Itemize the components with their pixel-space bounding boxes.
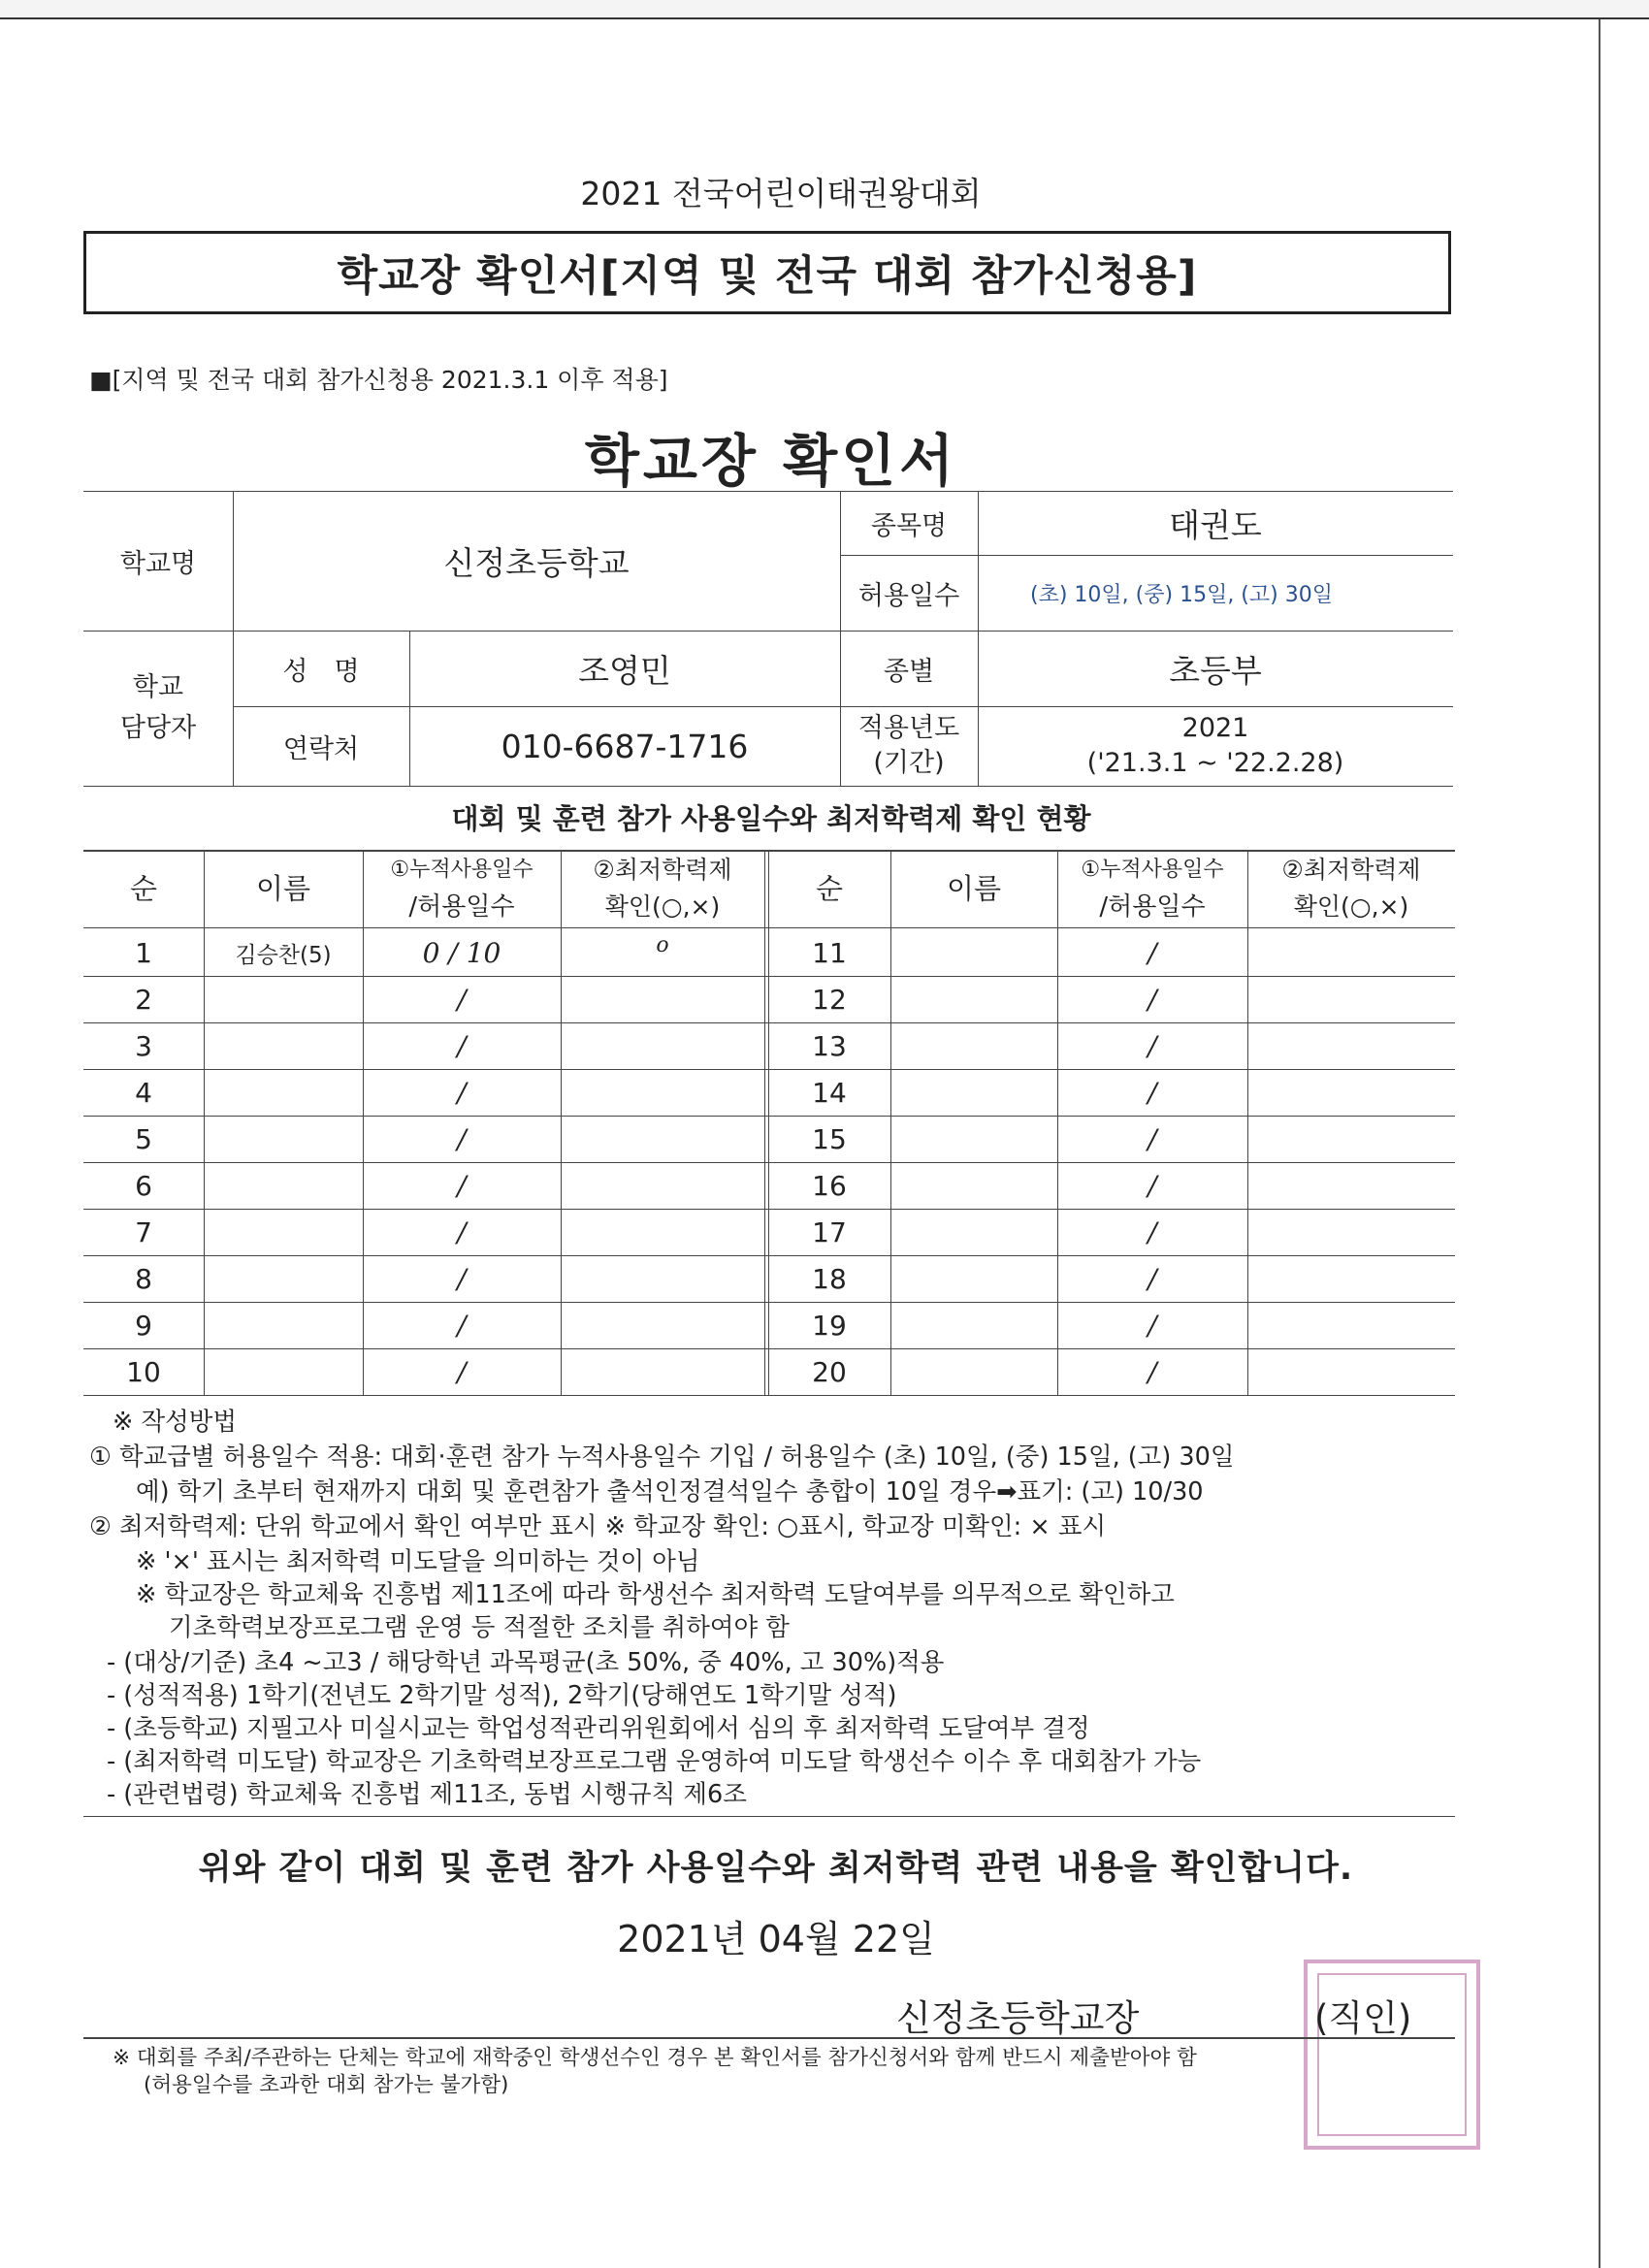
instructions-heading: ※ 작성방법	[113, 1408, 238, 1437]
header-name-left: 이름	[255, 872, 311, 905]
name-label: 성 명	[282, 656, 360, 687]
seal-label: (직인)	[1314, 1997, 1412, 2039]
row-used-days: /	[1148, 1122, 1157, 1155]
row-no: 15	[812, 1122, 847, 1155]
row-min-grade-check	[561, 1255, 764, 1302]
instruction-item: 기초학력보장프로그램 운영 등 적절한 조치를 취하여야 함	[169, 1613, 790, 1642]
row-min-grade-check	[1247, 1348, 1455, 1395]
header-name-right: 이름	[946, 872, 1002, 905]
row-name	[204, 1162, 363, 1209]
row-used-days: /	[1148, 936, 1157, 969]
row-no: 16	[812, 1169, 847, 1202]
row-min-grade-check	[1247, 1162, 1455, 1209]
header-no-right: 순	[815, 872, 843, 905]
row-min-grade-check	[1247, 1302, 1455, 1348]
row-used-days: /	[1148, 1215, 1157, 1248]
row-used-days: /	[457, 1122, 467, 1155]
row-name	[890, 1022, 1057, 1069]
instruction-item: ② 최저학력제: 단위 학교에서 확인 여부만 표시 ※ 학교장 확인: ○표시, 학교장 미확인: × 표시	[89, 1512, 1107, 1541]
row-min-grade-check	[561, 1348, 764, 1395]
row-used-days: 0 / 10	[422, 936, 501, 969]
row-used-days: /	[457, 1215, 467, 1248]
row-used-days: /	[1148, 1309, 1157, 1342]
row-used-days: /	[457, 983, 467, 1016]
row-min-grade-check	[1247, 1069, 1455, 1116]
header-used-days-line2: /허용일수	[408, 892, 515, 922]
instruction-item: - (관련법령) 학교체육 진흥법 제11조, 동법 시행규칙 제6조	[107, 1780, 747, 1809]
row-used-days: /	[1148, 1029, 1157, 1062]
row-no: 14	[812, 1076, 847, 1109]
sport-label: 종목명	[870, 510, 948, 541]
header-min-grade-right	[1247, 850, 1455, 927]
row-no: 9	[135, 1309, 152, 1342]
row-name	[204, 1302, 363, 1348]
apply-year-value-line1: 2021	[1181, 713, 1249, 743]
instruction-item: ※ 학교장은 학교체육 진흥법 제11조에 따라 학생선수 최저학력 도달여부를 의무적으로 확인하고	[136, 1580, 1175, 1609]
instruction-item: - (성적적용) 1학기(전년도 2학기말 성적), 2학기(당해연도 1학기말 성적)	[107, 1681, 897, 1710]
row-name	[890, 929, 1057, 976]
document-title-box: 학교장 확인서[지역 및 전국 대회 참가신청용]	[83, 231, 1451, 314]
header-used-days-right	[1057, 850, 1247, 927]
row-no: 17	[812, 1215, 847, 1248]
row-name	[204, 1116, 363, 1162]
row-used-days: /	[1148, 1262, 1157, 1295]
row-min-grade-check	[561, 1302, 764, 1348]
header-min-grade-line2: 확인(○,×)	[1293, 892, 1409, 921]
footnote-line1: ※ 대회를 주최/주관하는 단체는 학교에 재학중인 학생선수인 경우 본 확인서를 참가신청서와 함께 반드시 제출받아야 함	[113, 2046, 1197, 2070]
footer-divider	[83, 2037, 1455, 2039]
apply-year-value-line2: ('21.3.1 ~ '22.2.28)	[1086, 748, 1344, 778]
division-label: 종별	[883, 656, 935, 687]
instruction-item: 예) 학기 초부터 현재까지 대회 및 훈련참가 출석인정결석일수 총합이 10일 경우➡표기: (고) 10/30	[136, 1477, 1204, 1507]
row-min-grade-check	[1247, 1255, 1455, 1302]
application-note: ■[지역 및 전국 대회 참가신청용 2021.3.1 이후 적용]	[89, 366, 668, 394]
header-no-left: 순	[129, 872, 157, 905]
header-used-days-line1: ①누적사용일수	[1081, 858, 1224, 882]
row-name	[890, 1348, 1057, 1395]
scan-edge-top	[0, 0, 1649, 19]
row-used-days: /	[1148, 1169, 1157, 1202]
section-heading: 대회 및 훈련 참가 사용일수와 최저학력제 확인 현황	[451, 802, 1091, 835]
row-min-grade-check	[561, 1116, 764, 1162]
school-contact-label-line2: 담당자	[119, 713, 197, 743]
row-no: 12	[812, 983, 847, 1016]
footnote-line2: (허용일수를 초과한 대회 참가는 불가함)	[144, 2073, 509, 2097]
header-min-grade-line1: ②최저학력제	[593, 856, 732, 884]
row-name	[204, 1255, 363, 1302]
row-no: 11	[812, 936, 847, 969]
sport-value: 태권도	[1169, 505, 1262, 544]
row-used-days: /	[1148, 1355, 1157, 1388]
apply-year-label-line2: (기간)	[873, 748, 945, 778]
school-name-label: 학교명	[119, 548, 197, 579]
instruction-item: - (초등학교) 지필고사 미실시교는 학업성적관리위원회에서 심의 후 최저학력 도달여부 결정	[107, 1714, 1090, 1743]
row-no: 5	[135, 1122, 152, 1155]
scan-edge-right	[1599, 19, 1600, 2268]
school-contact-label-line1: 학교	[132, 672, 184, 702]
row-used-days: /	[1148, 1076, 1157, 1109]
row-name	[890, 1162, 1057, 1209]
row-used-days: /	[457, 1355, 467, 1388]
instruction-item: - (대상/기준) 초4 ~고3 / 해당학년 과목평균(초 50%, 중 40%, 고 30%)적용	[107, 1648, 945, 1677]
row-no: 13	[812, 1029, 847, 1062]
row-name	[204, 1022, 363, 1069]
main-title: 학교장 확인서	[584, 428, 958, 494]
header-min-grade-line1: ②최저학력제	[1281, 856, 1421, 884]
row-min-grade-check	[1247, 1209, 1455, 1255]
row-used-days: /	[457, 1262, 467, 1295]
apply-year-label-line1: 적용년도	[857, 713, 960, 743]
instruction-item: - (최저학력 미도달) 학교장은 기초학력보장프로그램 운영하여 미도달 학생선수 이수 후 대회참가 가능	[107, 1747, 1202, 1776]
row-no: 3	[135, 1029, 152, 1062]
row-min-grade-check	[1247, 976, 1455, 1022]
row-name	[890, 1255, 1057, 1302]
issue-date: 2021년 04월 22일	[617, 1918, 935, 1960]
row-used-days: /	[457, 1029, 467, 1062]
apply-year-value	[978, 706, 1453, 786]
footnote	[113, 2045, 1197, 2099]
row-name	[204, 1348, 363, 1395]
row-no: 8	[135, 1262, 152, 1295]
row-used-days: /	[1148, 983, 1157, 1016]
division-value: 초등부	[1169, 651, 1262, 690]
row-name	[890, 1209, 1057, 1255]
notes-divider	[83, 1816, 1455, 1817]
row-no: 19	[812, 1309, 847, 1342]
row-name	[890, 976, 1057, 1022]
row-min-grade-check	[561, 1022, 764, 1069]
header-min-grade-line2: 확인(○,×)	[604, 892, 721, 921]
row-min-grade-check	[1247, 1116, 1455, 1162]
phone-label: 연락처	[282, 733, 360, 764]
row-min-grade-check	[561, 1209, 764, 1255]
row-name	[204, 976, 363, 1022]
row-min-grade-check	[561, 1162, 764, 1209]
instruction-item: ① 학교급별 허용일수 적용: 대회·훈련 참가 누적사용일수 기입 / 허용일수 (초) 10일, (중) 15일, (고) 30일	[89, 1442, 1235, 1472]
name-value: 조영민	[578, 651, 671, 690]
row-no: 4	[135, 1076, 152, 1109]
row-min-grade-check	[1247, 1022, 1455, 1069]
row-min-grade-check	[561, 976, 764, 1022]
row-min-grade-check	[561, 1069, 764, 1116]
row-used-days: /	[457, 1309, 467, 1342]
row-no: 6	[135, 1169, 152, 1202]
row-name	[204, 1209, 363, 1255]
row-name	[890, 1116, 1057, 1162]
phone-value: 010-6687-1716	[501, 727, 749, 765]
confirmation-statement: 위와 같이 대회 및 훈련 참가 사용일수와 최저학력 관련 내용을 확인합니다.	[198, 1849, 1354, 1888]
allowed-days-value: (초) 10일, (중) 15일, (고) 30일	[1030, 582, 1333, 607]
principal-name: 신정초등학교장	[896, 1997, 1140, 2039]
header-used-days-line1: ①누적사용일수	[390, 858, 534, 882]
row-no: 7	[135, 1215, 152, 1248]
row-no: 18	[812, 1262, 847, 1295]
row-min-grade-check	[1247, 929, 1455, 976]
row-name	[890, 1069, 1057, 1116]
row-name	[890, 1302, 1057, 1348]
event-title: 2021 전국어린이태권왕대회	[580, 175, 982, 212]
instruction-item: ※ '×' 표시는 최저학력 미도달을 의미하는 것이 아님	[136, 1547, 700, 1576]
row-no: 1	[135, 936, 152, 969]
row-no: 20	[812, 1355, 847, 1388]
apply-year-label	[840, 706, 978, 786]
row-min-grade-check: o	[656, 932, 669, 957]
row-no: 2	[135, 983, 152, 1016]
header-used-days-left	[363, 850, 561, 927]
row-name	[204, 1069, 363, 1116]
school-name-value: 신정초등학교	[443, 543, 630, 582]
row-no: 10	[126, 1355, 161, 1388]
header-used-days-line2: /허용일수	[1099, 892, 1206, 922]
header-min-grade-left	[561, 850, 764, 927]
row-used-days: /	[457, 1076, 467, 1109]
row-used-days: /	[457, 1169, 467, 1202]
allowed-days-label: 허용일수	[857, 580, 960, 611]
school-contact-label	[83, 631, 233, 786]
row-name: 김승찬(5)	[235, 942, 332, 968]
